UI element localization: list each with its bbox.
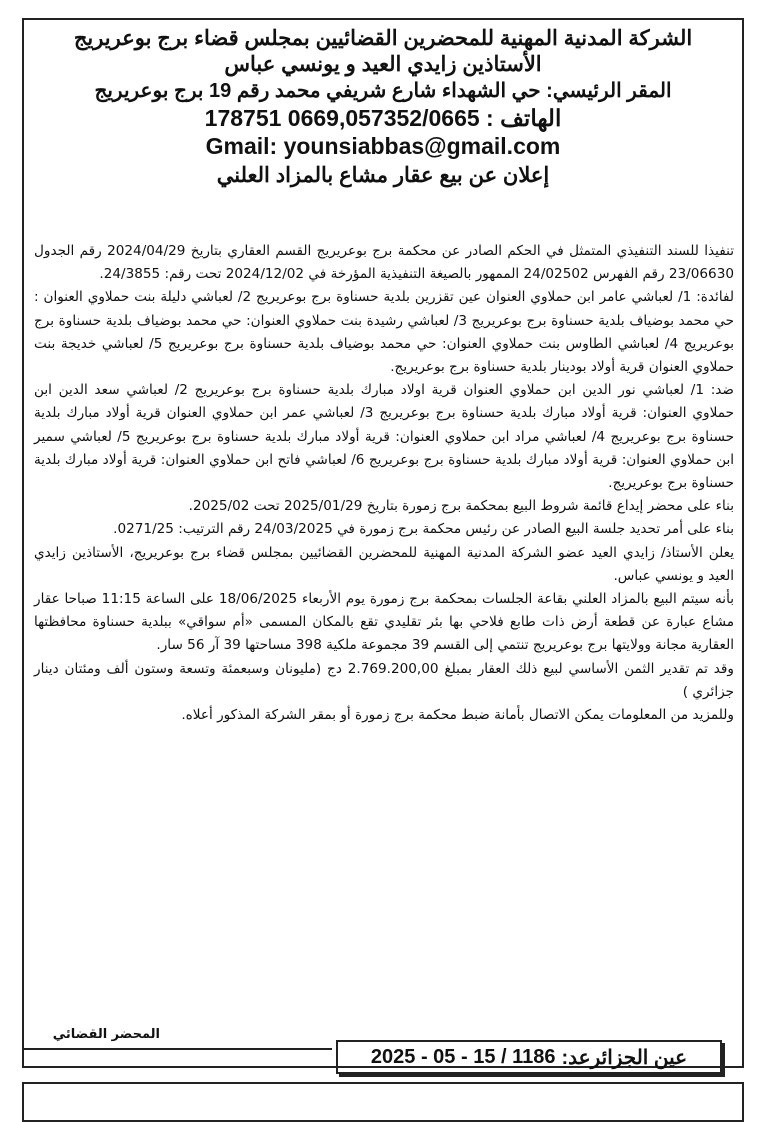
footer-divider — [22, 1048, 332, 1050]
publication-number: 2025 - 05 - 15 / 1186 — [370, 1045, 556, 1068]
announcement-body — [34, 240, 734, 727]
phone-numbers: الهاتف : 0669,057352/0665 178751 — [204, 104, 562, 131]
announcement-header — [30, 26, 736, 189]
publication-label: عين الجزائرعد: — [561, 1046, 688, 1069]
paragraph-conditions-filing: بناء على محضر إيداع قائمة شروط البيع بمحكمة برج زمورة بتاريخ 2025/01/29 تحت 2025/02. — [188, 498, 734, 515]
announcement-title: إعلان عن بيع عقار مشاع بالمزاد العلني — [216, 164, 550, 187]
paragraph-more-info: وللمزيد من المعلومات يمكن الاتصال بأمانة ضبط محكمة برج زمورة أو بمقر الشركة المذكور أعلاه. — [181, 707, 734, 724]
paragraph-beneficiaries: لفائدة: 1/ لعباشي عامر ابن حملاوي العنوان عين تقزرين بلدية حسناوة برج بوعريريج 2/ لعباشي دليلة بنت حملاوي العنوان : حي محمد بوضياف بلدية حسناوة برج بوعريريج 3/ لعباشي رشيدة بنت حملاوي العنوان: حي محمد بوضياف بلدية حسناوة برج بوعريريج 4/ لعباشي الطاوس بنت حملاوي العنوان: حي محمد بوضياف بلدية حسناوة برج بوعريريج 5/ لعباشي خديجة بنت حملاوي العنوان قرية أولاد بودينار بلدية حسناوة برج بوعريريج. — [34, 289, 734, 376]
paragraph-enforcement: تنفيذا للسند التنفيذي المتمثل في الحكم الصادر عن محكمة برج بوعريريج القسم العقاري بتاريخ 2024/04/29 رقم الجدول 23/06630 رقم الفهرس 24/02502 الممهور بالصيغة التنفيذية المؤرخة في 2024/12/02 تحت رقم: 24/3855. — [34, 243, 735, 283]
company-name: الشركة المدنية المهنية للمحضرين القضائيين بمجلس قضاء برج بوعريريج — [73, 27, 693, 50]
signer-label: المحضر القضائي — [52, 1027, 160, 1042]
paragraph-sale-details: بأنه سيتم البيع بالمزاد العلني بقاعة الجلسات بمحكمة برج زمورة يوم الأربعاء 18/06/2025 على الساعة 11:15 صباحا عقار مشاع عبارة عن قطعة أرض ذات طابع فلاحي بها بئر تقليدي تقع بالمكان المسمى «أم سواقي» ببلدية حسناوة محافظتها العقارية مجانة وولايتها برج بوعريريج تنتمي إلى القسم 39 مجموعة ملكية 398 مساحتها 39 آر 56 سار. — [34, 591, 734, 654]
publication-reference — [336, 1040, 722, 1074]
paragraph-defendants: ضد: 1/ لعباشي نور الدين ابن حملاوي العنوان قرية اولاد مبارك بلدية حسناوة برج بوعريريج 2/ لعباشي سعد الدين ابن حملاوي العنوان: قرية أولاد مبارك بلدية حسناوة برج بوعريريج 3/ لعباشي عمر ابن حملاوي العنوان قرية أولاد مبارك بلدية حسناوة برج بوعريريج 4/ لعباشي مراد ابن حملاوي العنوان: قرية أولاد مبارك بلدية حسناوة برج بوعريريج 5/ لعباشي سمير ابن حملاوي العنوان: قرية أولاد مبارك بلدية حسناوة برج بوعريريج 6/ لعباشي فاتح ابن حملاوي العنوان: قرية أولاد مبارك بلدية حسناوة برج بوعريريج. — [34, 382, 735, 492]
paragraph-base-price: وقد تم تقدير الثمن الأساسي لبيع ذلك العقار بمبلغ 2.769.200,00 دج (مليونان وسبعمئة وتسعة وستون ألف ومئتان دينار جزائري ) — [34, 660, 734, 700]
paragraph-session-order: بناء على أمر تحديد جلسة البيع الصادر عن رئيس محكمة برج زمورة في 24/03/2025 رقم الترتيب: 0271/25. — [113, 521, 734, 538]
email-address: Gmail: younsiabbas@gmail.com — [205, 133, 561, 160]
paragraph-announcer: يعلن الأستاذ/ زايدي العيد عضو الشركة المدنية المهنية للمحضرين القضائيين بمجلس قضاء برج بوعريريج، الأستاذين زايدي العيد و يونسي عباس. — [34, 544, 734, 584]
bailiffs-names: الأستاذين زايدي العيد و يونسي عباس — [224, 53, 542, 77]
head-office-address: المقر الرئيسي: حي الشهداء شارع شريفي محمد رقم 19 برج بوعريريج — [94, 79, 672, 102]
next-announcement-frame — [22, 1082, 744, 1122]
